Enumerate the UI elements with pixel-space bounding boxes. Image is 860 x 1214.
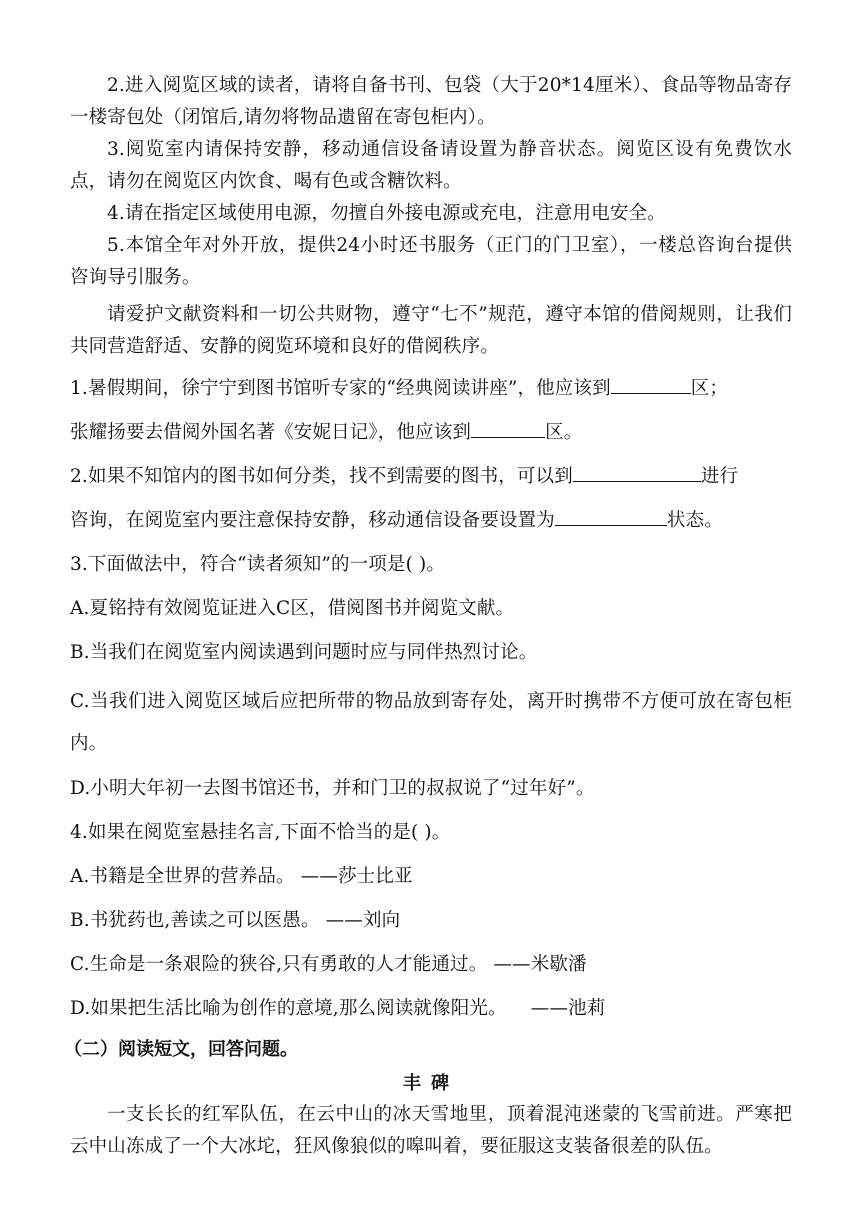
question-2-text-b: 进行 (700, 466, 739, 487)
question-3-option-d: D.小明大年初一去图书馆还书，并和门卫的叔叔说了“过年好”。 (70, 778, 595, 799)
section-heading: （二）阅读短文，回答问题。 (64, 1039, 298, 1060)
rule-3: 3.阅览室内请保持安静，移动通信设备请设置为静音状态。阅览区设有免费饮水点，请勿在阅览区内饮食、喝有色或含糖饮料。 (70, 139, 792, 192)
question-1-text-b: 区； (690, 378, 729, 399)
question-1-text-c: 张耀扬要去借阅外国名著《安妮日记》，他应该到 (70, 422, 472, 443)
question-4-option-b: B.书犹药也,善读之可以医愚。 ——刘向 (70, 910, 401, 931)
answer-blank-2[interactable] (471, 417, 545, 438)
question-3-option-b: B.当我们在阅览室内阅读遇到问题时应与同伴热烈讨论。 (70, 642, 538, 663)
question-3-option-c: C.当我们进入阅览区域后应把所带的物品放到寄存处，离开时携带不方便可放在寄包柜内。 (70, 691, 792, 754)
question-1-text-d: 区。 (545, 422, 583, 443)
question-1-text-a: 1.暑假期间，徐宁宁到图书馆听专家的“经典阅读讲座”，他应该到 (70, 378, 611, 399)
rule-4: 4.请在指定区域使用电源，勿擅自外接电源或充电，注意用电安全。 (107, 203, 666, 224)
document-page (64, 70, 792, 1163)
question-2-text-d: 状态。 (666, 510, 723, 531)
answer-blank-4[interactable] (555, 505, 667, 526)
question-4-option-d: D.如果把生活比喻为创作的意境,那么阅读就像阳光。 ——池莉 (70, 998, 606, 1019)
rule-5: 5.本馆全年对外开放，提供24小时还书服务（正门的门卫室），一楼总咨询台提供咨询导引服务。 (70, 235, 792, 288)
passage-paragraph: 一支长长的红军队伍，在云中山的冰天雪地里，顶着混沌迷蒙的飞雪前进。严寒把云中山冻成了一个大冰坨，狂风像狼似的嗥叫着，要征服这支装备很差的队伍。 (70, 1104, 792, 1157)
question-2-line-2 (70, 505, 792, 537)
question-4-stem: 4.如果在阅览室悬挂名言,下面不恰当的是( )。 (70, 822, 451, 843)
question-1-line-2 (70, 417, 792, 449)
answer-blank-3[interactable] (573, 461, 701, 482)
reader-rules (70, 70, 792, 363)
question-3-stem: 3.下面做法中，符合“读者须知”的一项是( )。 (70, 554, 445, 575)
question-4-option-a: A.书籍是全世界的营养品。 ——莎士比亚 (70, 866, 413, 887)
question-4-option-c: C.生命是一条艰险的狭谷,只有勇敢的人才能通过。 ——米歇潘 (70, 954, 587, 975)
rules-closing: 请爱护文献资料和一切公共财物，遵守“七不”规范，遵守本馆的借阅规则，让我们共同营造舒适、安静的阅览环境和良好的借阅秩序。 (70, 304, 792, 357)
answer-blank-1[interactable] (611, 373, 691, 394)
passage-title: 丰碑 (403, 1073, 459, 1094)
question-3-option-a: A.夏铭持有效阅览证进入C区，借阅图书并阅览文献。 (70, 598, 515, 619)
question-2-line-1 (70, 461, 792, 493)
rule-2: 2.进入阅览区域的读者，请将自备书刊、包袋（大于20*14厘米）、食品等物品寄存一楼寄包处（闭馆后,请勿将物品遗留在寄包柜内）。 (70, 75, 792, 128)
question-1-line-1 (70, 373, 792, 405)
question-2-text-c: 咨询，在阅览室内要注意保持安静，移动通信设备要设置为 (70, 510, 555, 531)
question-2-text-a: 2.如果不知馆内的图书如何分类，找不到需要的图书，可以到 (70, 466, 573, 487)
